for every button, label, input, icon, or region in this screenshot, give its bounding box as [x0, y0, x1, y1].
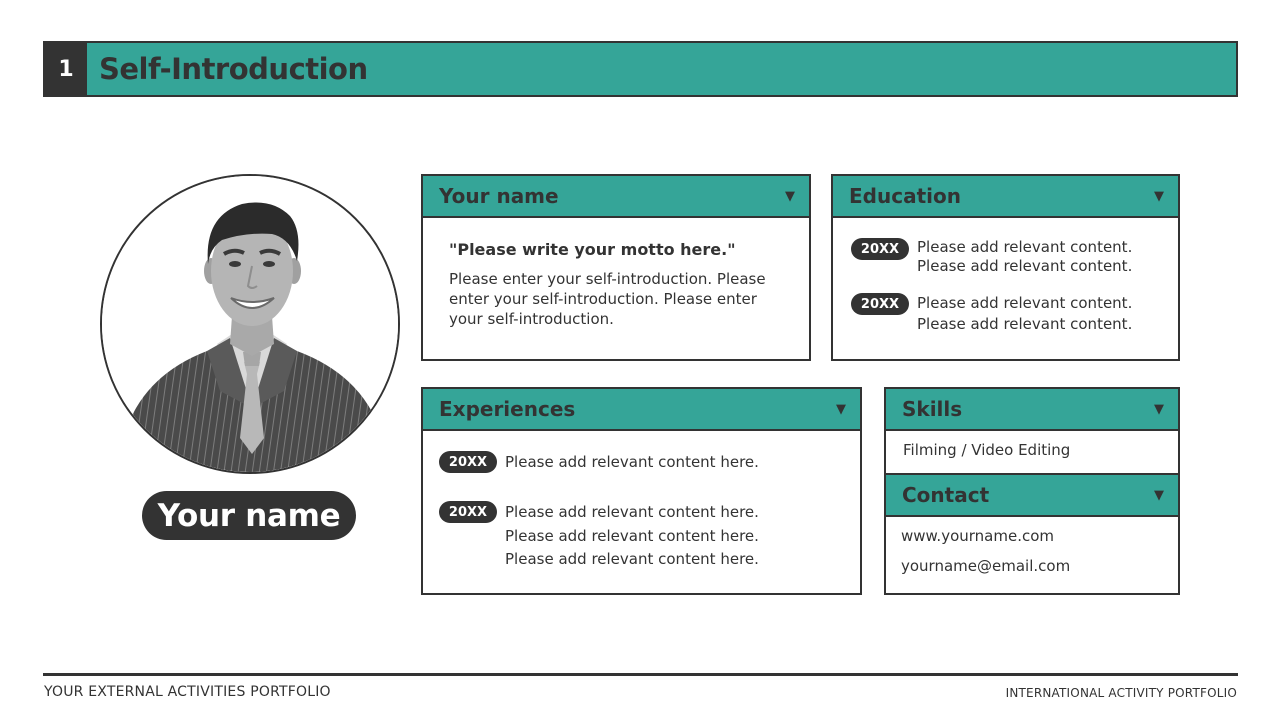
chevron-down-icon: ▼: [1154, 487, 1164, 503]
your-name-card-title: Your name: [439, 184, 559, 208]
experience-entry-line: Please add relevant content here.: [505, 526, 759, 545]
chevron-down-icon: ▼: [785, 188, 795, 204]
education-card-header[interactable]: [833, 176, 1178, 218]
section-number: 1: [45, 43, 87, 95]
self-introduction-text: Please enter your self-introduction. Please enter your self-introduction. Please enter your self-introduction.: [449, 270, 766, 328]
experiences-card: [421, 387, 862, 595]
experience-entry: [439, 501, 860, 572]
your-name-card-header[interactable]: [423, 176, 809, 218]
year-badge: 20XX: [439, 451, 497, 473]
section-title-bar: [43, 41, 1238, 97]
year-badge: 20XX: [439, 501, 497, 523]
contact-email-link[interactable]: yourname@email.com: [901, 557, 1071, 575]
footer-divider: [43, 673, 1238, 676]
chevron-down-icon: ▼: [1154, 401, 1164, 417]
education-entry-line: Please add relevant content.: [917, 257, 1133, 275]
motto-text: "Please write your motto here.": [449, 240, 736, 259]
chevron-down-icon: ▼: [836, 401, 846, 417]
year-badge: 20XX: [851, 238, 909, 260]
skills-card: [884, 387, 1180, 476]
contact-card-title: Contact: [902, 483, 990, 507]
education-entry-line: Please add relevant content.: [917, 294, 1133, 312]
person-portrait-image: [102, 176, 400, 474]
chevron-down-icon: ▼: [1154, 188, 1164, 204]
experience-entry-line: Please add relevant content here.: [505, 503, 759, 521]
experiences-card-header[interactable]: [423, 389, 860, 431]
education-entry-line: Please add relevant content.: [917, 238, 1133, 256]
profile-photo: [100, 174, 400, 474]
contact-website-link[interactable]: www.yourname.com: [901, 527, 1055, 545]
skills-value: Filming / Video Editing: [903, 441, 1071, 459]
education-card-title: Education: [849, 184, 961, 208]
education-entry-line: Please add relevant content.: [917, 315, 1133, 333]
footer-right-text: INTERNATIONAL ACTIVITY PORTFOLIO: [1005, 686, 1237, 700]
education-card: [831, 174, 1180, 361]
experience-entry: [439, 451, 860, 473]
education-entry: [851, 238, 1178, 276]
experience-entry-line: Please add relevant content here.: [505, 550, 759, 568]
education-entry: [851, 293, 1178, 335]
page-title: Self-Introduction: [99, 52, 368, 86]
experiences-card-title: Experiences: [439, 397, 576, 421]
experience-entry-line: Please add relevant content here.: [505, 453, 759, 471]
footer-left-text: YOUR EXTERNAL ACTIVITIES PORTFOLIO: [44, 684, 331, 700]
skills-card-header[interactable]: [886, 389, 1178, 431]
year-badge: 20XX: [851, 293, 909, 315]
skills-card-title: Skills: [902, 397, 963, 421]
profile-name-pill: Your name: [142, 491, 356, 540]
your-name-card: [421, 174, 811, 361]
contact-card-header[interactable]: [886, 475, 1178, 517]
contact-card: [884, 473, 1180, 595]
